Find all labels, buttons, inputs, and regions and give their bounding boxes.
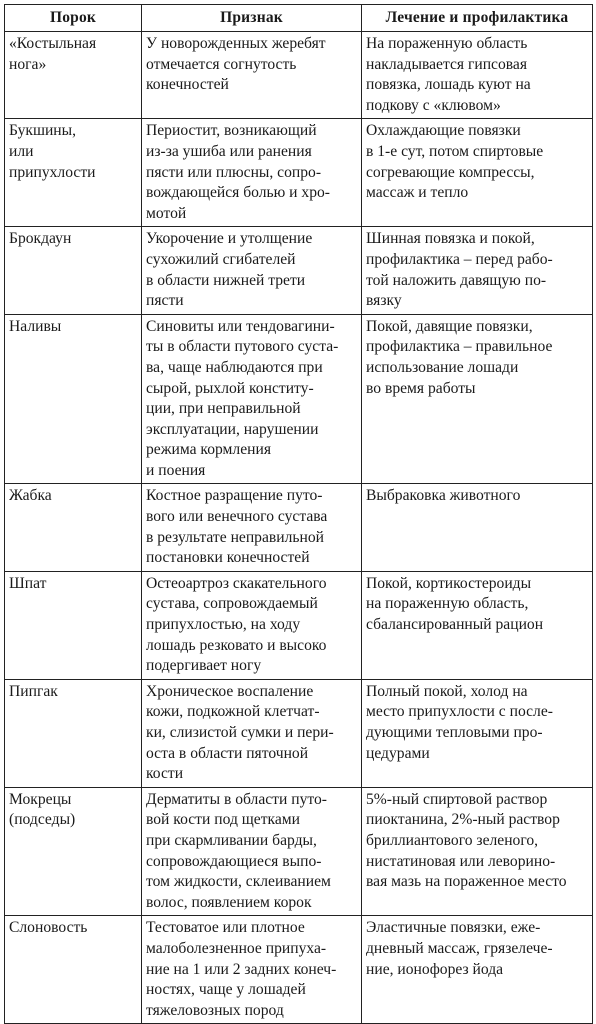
- table-body: [5, 32, 593, 1024]
- cell-line: припухлостью, на ходу: [146, 616, 301, 634]
- table-row: [5, 314, 593, 484]
- cell-line: Брокдаун: [9, 230, 72, 248]
- cell-line: кости: [146, 765, 184, 783]
- cell-line: в 1-е сут, потом спиртовые: [366, 142, 544, 160]
- cell-line: профилактика – перед рабо-: [366, 250, 553, 268]
- cell-line: ние, ионофорез йода: [366, 960, 504, 978]
- cell-line: повязка, лошадь куют на: [366, 76, 531, 94]
- cell-line: сырой, рыхлой конститу-: [146, 379, 314, 397]
- cell-line: вого или венечного сустава: [146, 508, 328, 526]
- cell-line: место припухлости с после-: [366, 703, 553, 721]
- cell-line: сухожилий сгибателей: [146, 250, 296, 268]
- table-row: [5, 679, 593, 787]
- cell-line: Жабка: [9, 487, 52, 505]
- cell-line: режима кормления: [146, 441, 271, 459]
- table-row: [5, 916, 593, 1024]
- cell-treatment: [362, 119, 593, 227]
- cell-line: «Костыльная: [9, 35, 97, 52]
- cell-line: подкову с «клювом»: [366, 96, 501, 114]
- header-treatment: Лечение и профилактика: [362, 5, 593, 32]
- cell-line: 5%-ный спиртовой раствор: [366, 790, 548, 808]
- cell-line: Синовиты или тендовагини-: [146, 317, 335, 335]
- cell-line: сопровождающиеся выпо-: [146, 852, 322, 870]
- cell-line: ва, чаще наблюдаются при: [146, 358, 323, 376]
- table-row: [5, 787, 593, 916]
- cell-line: во время работы: [366, 379, 476, 397]
- cell-sign: [142, 571, 362, 679]
- cell-line: Остеоартроз скакательного: [146, 574, 327, 592]
- cell-line: накладывается гипсовая: [366, 55, 528, 73]
- cell-line: волос, появлением корок: [146, 893, 312, 911]
- cell-line: тяжеловозных пород: [146, 1001, 284, 1019]
- cell-line: ции, при неправильной: [146, 400, 301, 418]
- cell-line: Покой, давящие повязки,: [366, 317, 533, 335]
- cell-line: массаж и тепло: [366, 184, 469, 202]
- header-sign: Признак: [142, 5, 362, 32]
- cell-line: Шинная повязка и покой,: [366, 230, 535, 248]
- table-row: [5, 484, 593, 571]
- cell-line: дующими тепловыми про-: [366, 724, 543, 741]
- cell-line: мотой: [146, 204, 187, 222]
- cell-line: отмечается согнутость: [146, 55, 297, 73]
- cell-line: дневный массаж, грязелече-: [366, 939, 553, 957]
- table-row: [5, 119, 593, 227]
- cell-line: бриллиантового зеленого,: [366, 831, 539, 849]
- cell-line: На пораженную область: [366, 35, 528, 52]
- cell-line: той наложить давящую по-: [366, 271, 547, 289]
- cell-line: и поения: [146, 461, 206, 479]
- header-defect: Порок: [5, 5, 142, 32]
- cell-line: Покой, кортикостероиды: [366, 574, 532, 592]
- cell-line: Букшины,: [9, 122, 77, 140]
- cell-line: на пораженную область,: [366, 595, 529, 613]
- cell-line: (подседы): [9, 811, 76, 829]
- cell-line: припухлости: [9, 163, 96, 181]
- cell-treatment: [362, 916, 593, 1024]
- cell-line: профилактика – правильное: [366, 338, 553, 356]
- cell-line: пиоктанина, 2%-ный раствор: [366, 811, 560, 829]
- cell-treatment: [362, 32, 593, 119]
- cell-treatment: [362, 571, 593, 679]
- cell-defect: [5, 571, 142, 679]
- cell-line: Хроническое воспаление: [146, 682, 314, 700]
- cell-line: Выбраковка животного: [366, 487, 521, 505]
- cell-line: в области нижней трети: [146, 271, 306, 289]
- cell-line: пясти: [146, 292, 184, 310]
- cell-line: малоболезненное припуха-: [146, 939, 327, 957]
- cell-line: Мокрецы: [9, 790, 72, 808]
- cell-line: из-за ушиба или ранения: [146, 142, 312, 160]
- cell-line: согревающие компрессы,: [366, 163, 535, 181]
- cell-line: Укорочение и утолщение: [146, 230, 313, 248]
- cell-line: том жидкости, склеиванием: [146, 873, 331, 891]
- cell-defect: [5, 787, 142, 916]
- cell-line: Костное разращение путо-: [146, 487, 323, 505]
- cell-line: или: [9, 142, 34, 160]
- cell-line: Пипгак: [9, 682, 58, 700]
- cell-line: цедурами: [366, 744, 430, 762]
- cell-line: эксплуатации, нарушении: [146, 420, 319, 438]
- table-row: [5, 571, 593, 679]
- table-row: [5, 227, 593, 314]
- cell-defect: [5, 314, 142, 484]
- cell-line: вязку: [366, 292, 402, 310]
- cell-line: Дерматиты в области путо-: [146, 790, 327, 808]
- cell-sign: [142, 32, 362, 119]
- cell-line: конечностей: [146, 76, 229, 94]
- cell-treatment: [362, 484, 593, 571]
- cell-line: Слоновость: [9, 919, 88, 937]
- cell-treatment: [362, 679, 593, 787]
- cell-line: Эластичные повязки, еже-: [366, 919, 541, 937]
- cell-line: лошадь резковато и высоко: [146, 636, 327, 654]
- cell-line: Полный покой, холод на: [366, 682, 528, 700]
- cell-defect: [5, 32, 142, 119]
- cell-line: У новорожденных жеребят: [146, 35, 326, 52]
- cell-line: в результате неправильной: [146, 528, 324, 546]
- cell-line: пясти или плюсны, сопро-: [146, 163, 322, 181]
- cell-line: Периостит, возникающий: [146, 122, 317, 140]
- cell-defect: [5, 119, 142, 227]
- cell-treatment: [362, 227, 593, 314]
- cell-sign: [142, 916, 362, 1024]
- cell-line: ты в области путового суста-: [146, 338, 339, 356]
- cell-line: Охлаждающие повязки: [366, 122, 521, 140]
- cell-line: ние на 1 или 2 задних конеч-: [146, 960, 337, 978]
- cell-line: ки, слизистой сумки и пери-: [146, 724, 334, 741]
- table-row: [5, 32, 593, 119]
- cell-line: Тестоватое или плотное: [146, 919, 305, 937]
- cell-line: кожи, подкожной клетчат-: [146, 703, 320, 721]
- cell-treatment: [362, 787, 593, 916]
- cell-sign: [142, 314, 362, 484]
- cell-treatment: [362, 314, 593, 484]
- cell-line: сустава, сопровождаемый: [146, 595, 318, 613]
- cell-line: использование лошади: [366, 358, 519, 376]
- cell-line: оста в области пяточной: [146, 744, 309, 762]
- cell-line: ностях, чаще у лошадей: [146, 981, 306, 999]
- cell-line: сбалансированный рацион: [366, 616, 544, 634]
- cell-sign: [142, 787, 362, 916]
- cell-line: вождающейся болью и хро-: [146, 184, 331, 202]
- cell-line: подергивает ногу: [146, 657, 262, 675]
- header-row: [5, 5, 593, 32]
- cell-sign: [142, 227, 362, 314]
- cell-defect: [5, 679, 142, 787]
- cell-line: вой кости под щетками: [146, 811, 300, 829]
- cell-line: вая мазь на пораженное место: [366, 873, 567, 891]
- cell-sign: [142, 119, 362, 227]
- defects-table: [4, 4, 593, 1024]
- cell-sign: [142, 484, 362, 571]
- cell-line: нистатиновая или леворино-: [366, 852, 556, 870]
- cell-line: нога»: [9, 55, 47, 73]
- cell-line: постановки конечностей: [146, 549, 310, 567]
- cell-line: при скармливании барды,: [146, 831, 317, 849]
- cell-sign: [142, 679, 362, 787]
- cell-line: Наливы: [9, 317, 62, 335]
- cell-defect: [5, 227, 142, 314]
- cell-defect: [5, 484, 142, 571]
- cell-line: Шпат: [9, 574, 47, 592]
- cell-defect: [5, 916, 142, 1024]
